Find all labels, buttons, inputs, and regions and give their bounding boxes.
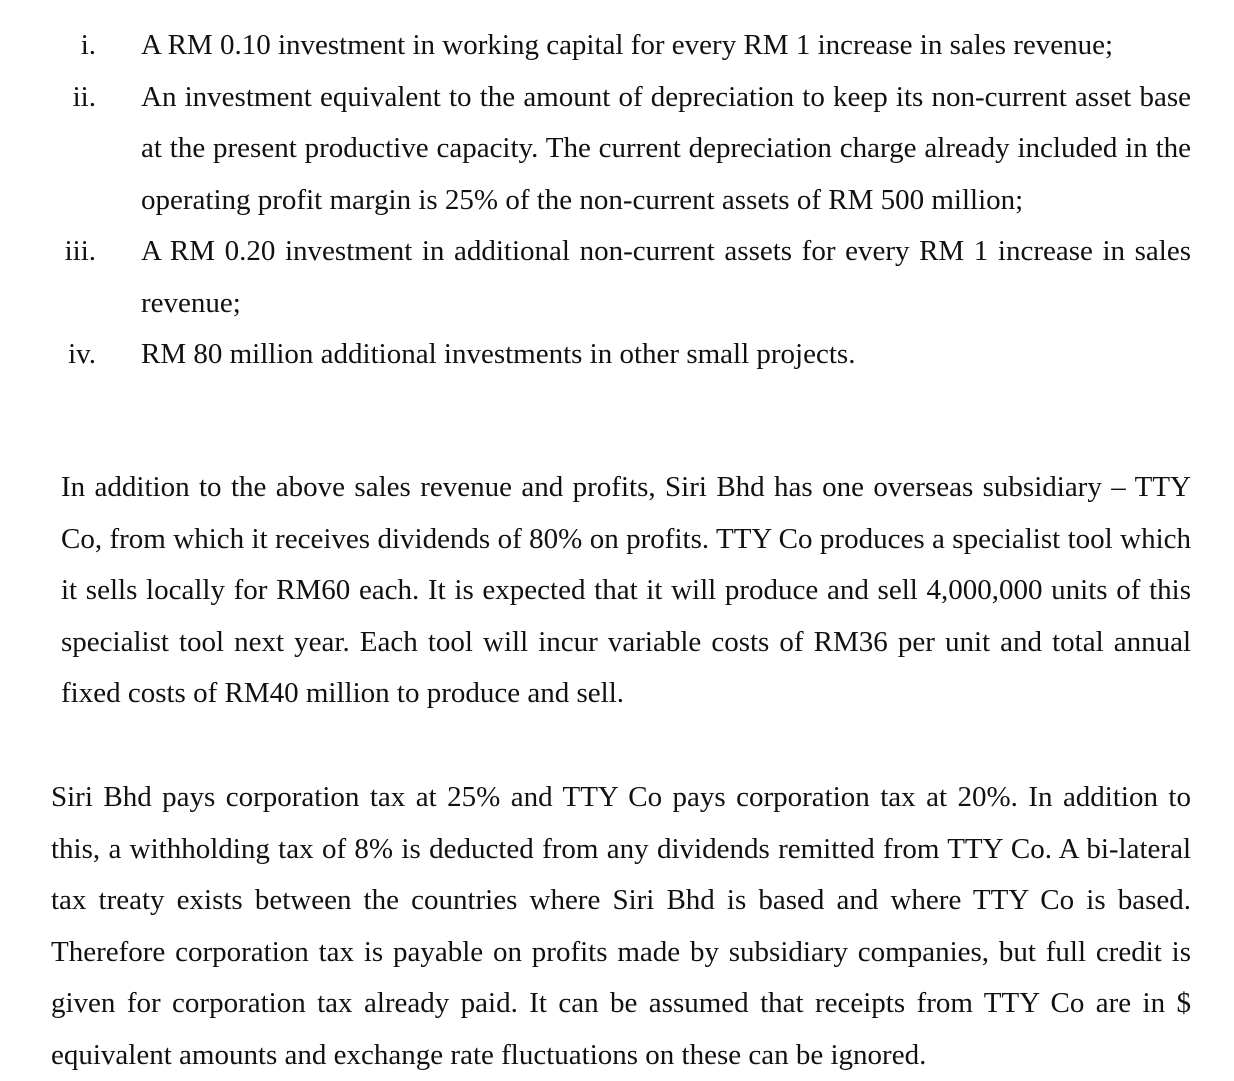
list-item-numeral: i.: [80, 29, 96, 61]
list-item-numeral: iii.: [64, 235, 96, 267]
list-item-numeral: iv.: [68, 338, 96, 370]
list-item: [0, 226, 1234, 329]
investment-list: [0, 20, 1234, 381]
list-item-text: An investment equivalent to the amount of depreciation to keep its non-current asset base at the present productive capacity. The current depreciation charge already included in the operating profit margin is 25% of the non-current assets of RM 500 million;: [141, 80, 1191, 216]
list-item-text: A RM 0.10 investment in working capital for every RM 1 increase in sales revenue;: [141, 29, 1114, 61]
list-item-text: A RM 0.20 investment in additional non-current assets for every RM 1 increase in sales revenue;: [141, 235, 1191, 319]
list-item-text: RM 80 million additional investments in other small projects.: [141, 338, 856, 370]
list-item-numeral: ii.: [72, 80, 96, 113]
list-item: [0, 20, 1234, 72]
subsidiary-paragraph: In addition to the above sales revenue and profits, Siri Bhd has one overseas subsidiary – TTY Co, from which it receives dividends of 80% on profits. TTY Co produces a specialist tool which it sells locally for RM60 each. It is expected that it will produce and sell 4,000,000 units of this specialist tool next year. Each tool will incur variable costs of RM36 per unit and total annual fixed costs of RM40 million to produce and sell.: [61, 471, 1191, 709]
tax-paragraph: Siri Bhd pays corporation tax at 25% and TTY Co pays corporation tax at 20%. In addition to this, a withholding tax of 8% is deducted from any dividends remitted from TTY Co. A bi-lateral tax treaty exists between the countries where Siri Bhd is based and where TTY Co is based. Therefore corporation tax is payable on profits made by subsidiary companies, but full credit is given for corporation tax already paid. It can be assumed that receipts from TTY Co are in $ equivalent amounts and exchange rate fluctuations on these can be ignored.: [51, 781, 1191, 1071]
list-item: [0, 329, 1234, 381]
list-item: [0, 72, 1234, 227]
